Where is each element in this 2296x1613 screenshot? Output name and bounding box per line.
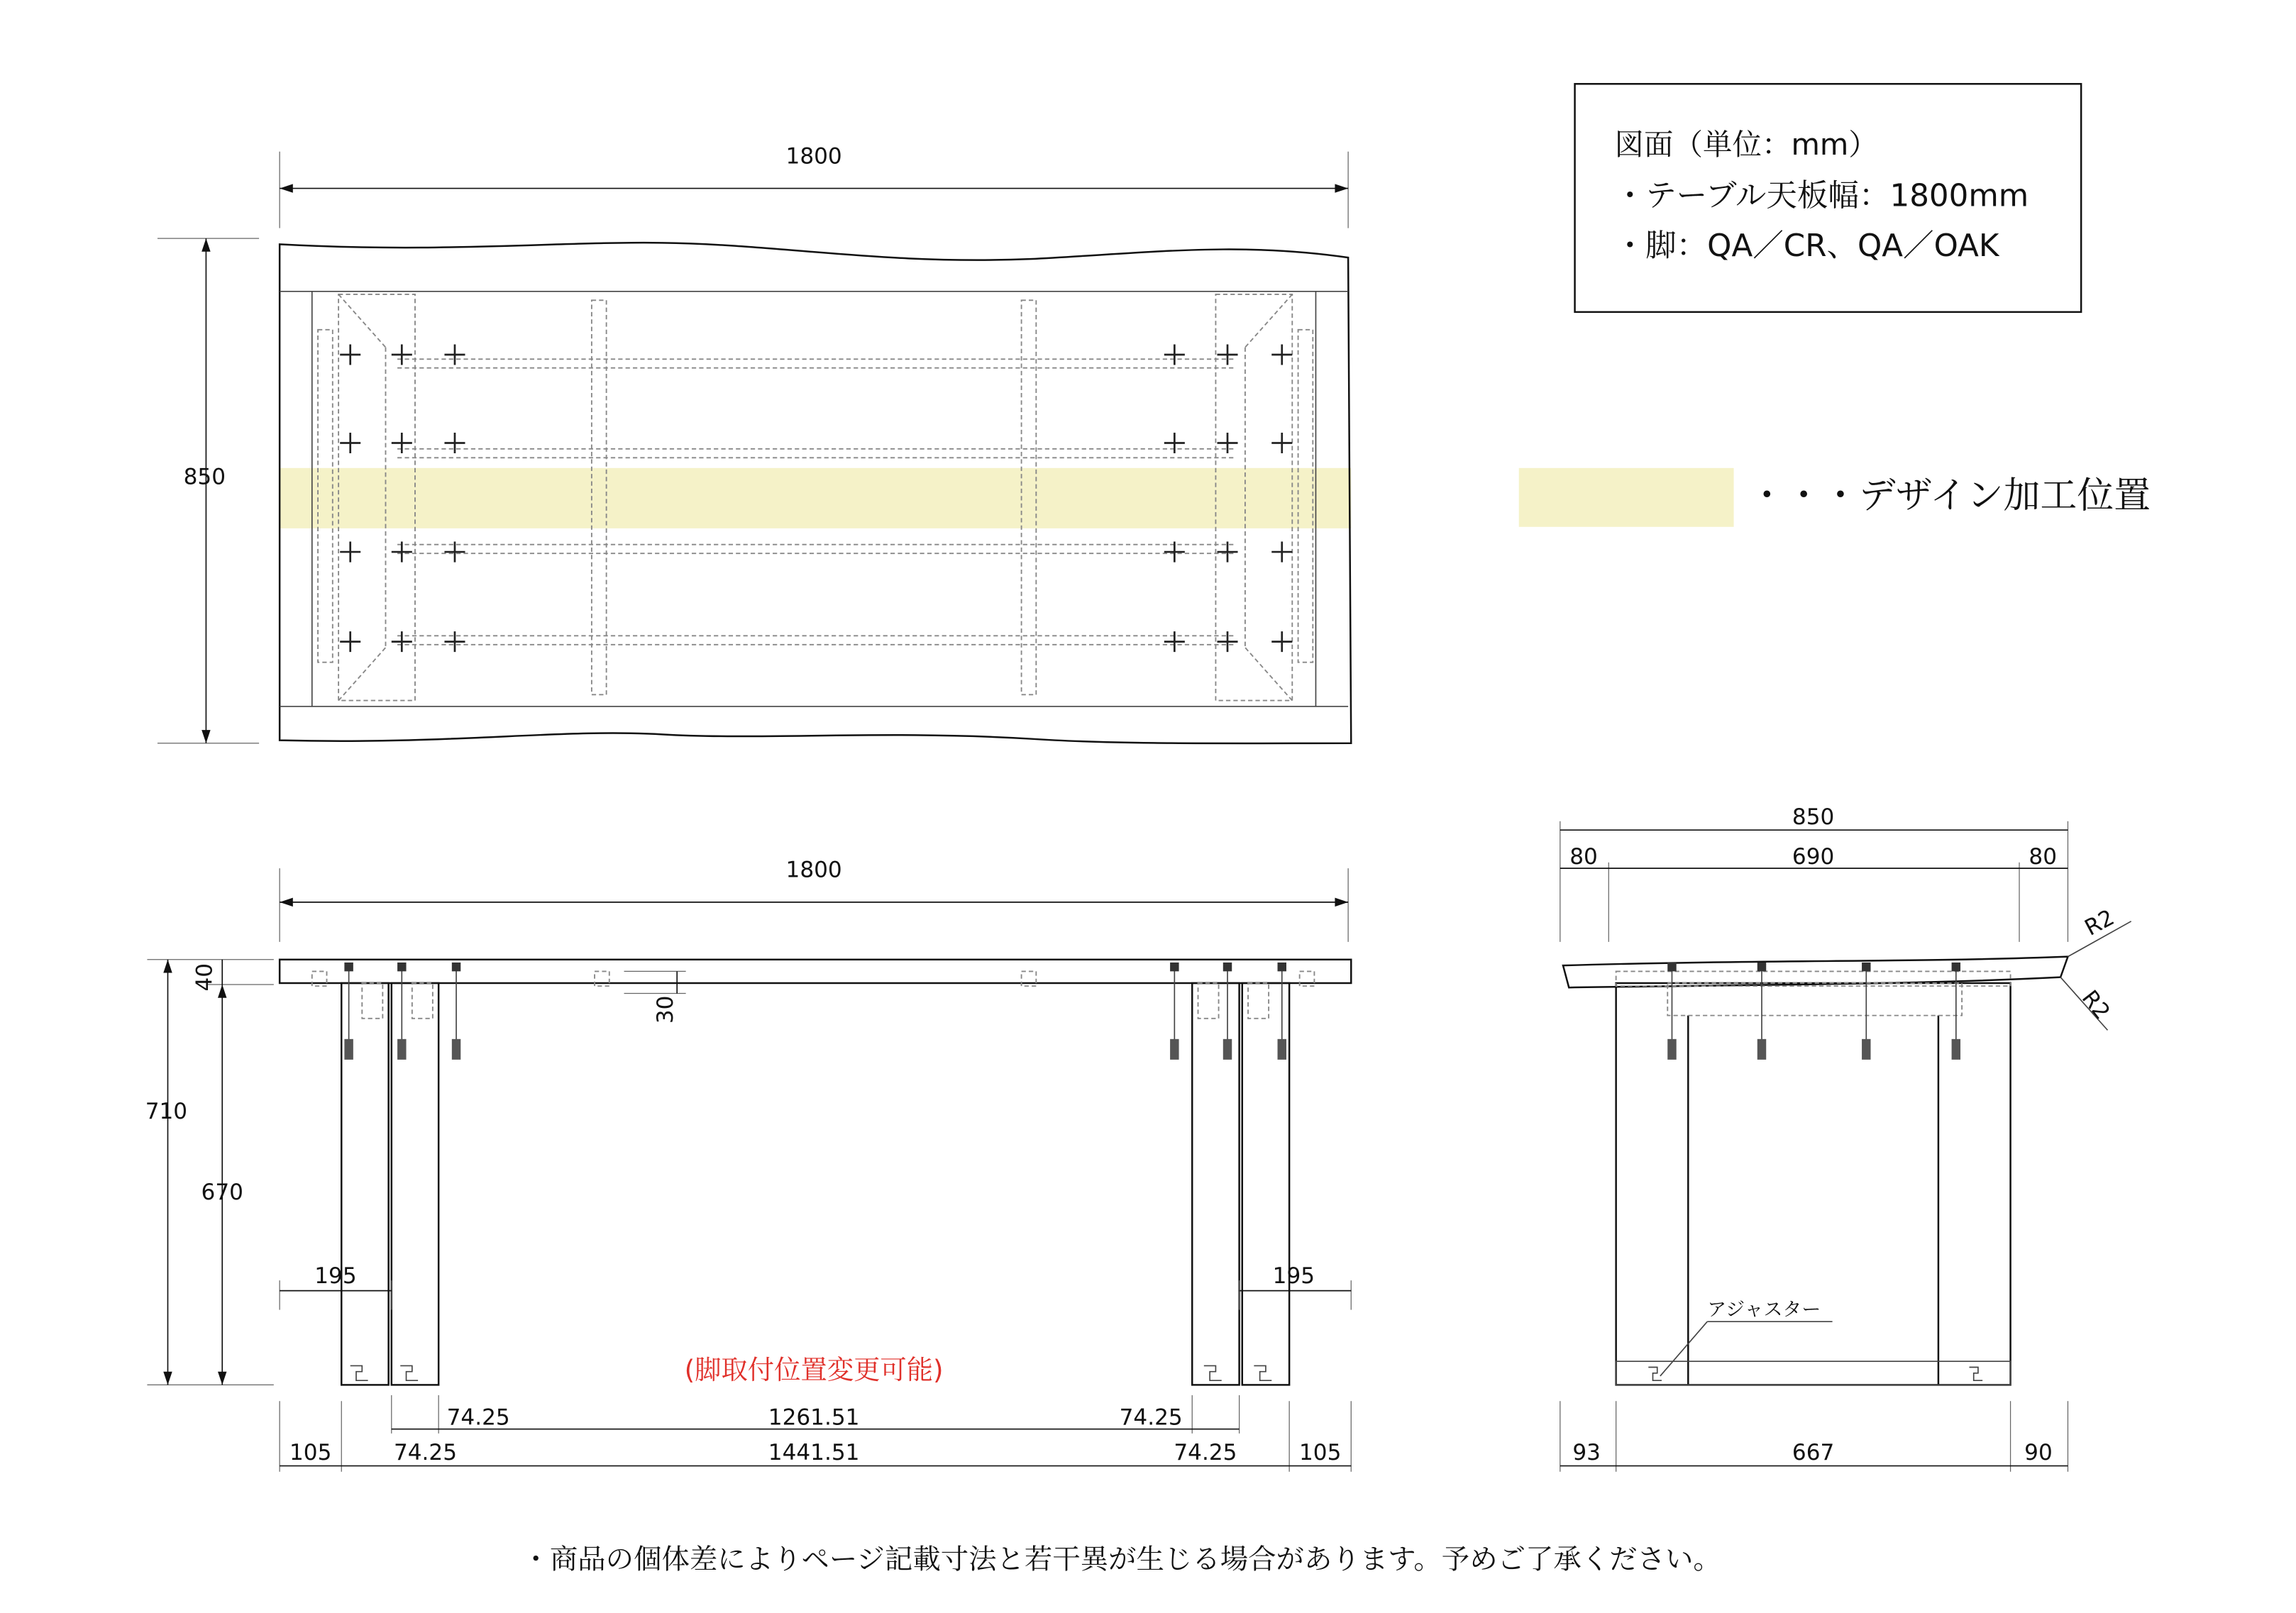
info-box-line-legs: ・脚：QA／CR、QA／OAK	[1614, 228, 1999, 265]
plan-depth-dim: 850	[183, 464, 226, 490]
side-bolts	[1667, 963, 1960, 1060]
side-inner: 690	[1792, 843, 1835, 870]
legend-swatch	[1519, 468, 1734, 527]
front-rail-height: 30	[652, 995, 678, 1024]
front-lower-left-edge: 105	[289, 1440, 332, 1466]
front-bolts	[344, 963, 1286, 1060]
plan-width-dim: 1800	[785, 143, 842, 170]
side-radius-top: R2	[2080, 904, 2119, 941]
front-top-thickness: 40	[192, 963, 218, 992]
front-lower-left: 74.25	[393, 1440, 458, 1466]
side-bottom-left: 93	[1572, 1440, 1601, 1466]
front-lower-middle: 1441.51	[768, 1440, 860, 1466]
side-bottom-middle: 667	[1792, 1440, 1835, 1466]
design-band	[280, 468, 1351, 528]
front-view	[145, 858, 1352, 1472]
side-radius-bottom: R2	[2076, 985, 2115, 1025]
front-table-top	[280, 960, 1351, 983]
legend-label: ・・・デザイン加工位置	[1748, 474, 2151, 517]
front-upper-middle: 1261.51	[768, 1404, 860, 1431]
plan-view	[158, 143, 1351, 743]
info-box	[1575, 84, 2082, 312]
info-box-title: 図面（単位：mm）	[1614, 126, 1878, 162]
front-leg-width-left: 195	[314, 1263, 357, 1290]
leg-position-note: (脚取付位置変更可能)	[684, 1354, 944, 1386]
front-lower-right-edge: 105	[1299, 1440, 1342, 1466]
front-upper-left: 74.25	[446, 1404, 510, 1431]
info-box-line-top-width: ・テーブル天板幅：1800mm	[1614, 178, 2029, 214]
side-view	[1560, 804, 2131, 1472]
front-width-dim: 1800	[785, 857, 842, 883]
side-bottom-right: 90	[2024, 1440, 2053, 1466]
legend	[1519, 468, 2151, 527]
adjuster-label: アジャスター	[1707, 1298, 1821, 1321]
front-upper-right: 74.25	[1119, 1404, 1183, 1431]
front-leg-width-right: 195	[1272, 1263, 1315, 1290]
side-right-offset: 80	[2029, 843, 2058, 870]
side-left-offset: 80	[1569, 843, 1598, 870]
footnote: ・商品の個体差によりページ記載寸法と若干異が生じる場合があります。予めご了承ください。	[521, 1543, 1721, 1576]
front-lower-right: 74.25	[1174, 1440, 1237, 1466]
front-height-total: 710	[145, 1098, 188, 1124]
side-depth-dim: 850	[1792, 804, 1835, 830]
front-leg-height: 670	[201, 1179, 243, 1205]
